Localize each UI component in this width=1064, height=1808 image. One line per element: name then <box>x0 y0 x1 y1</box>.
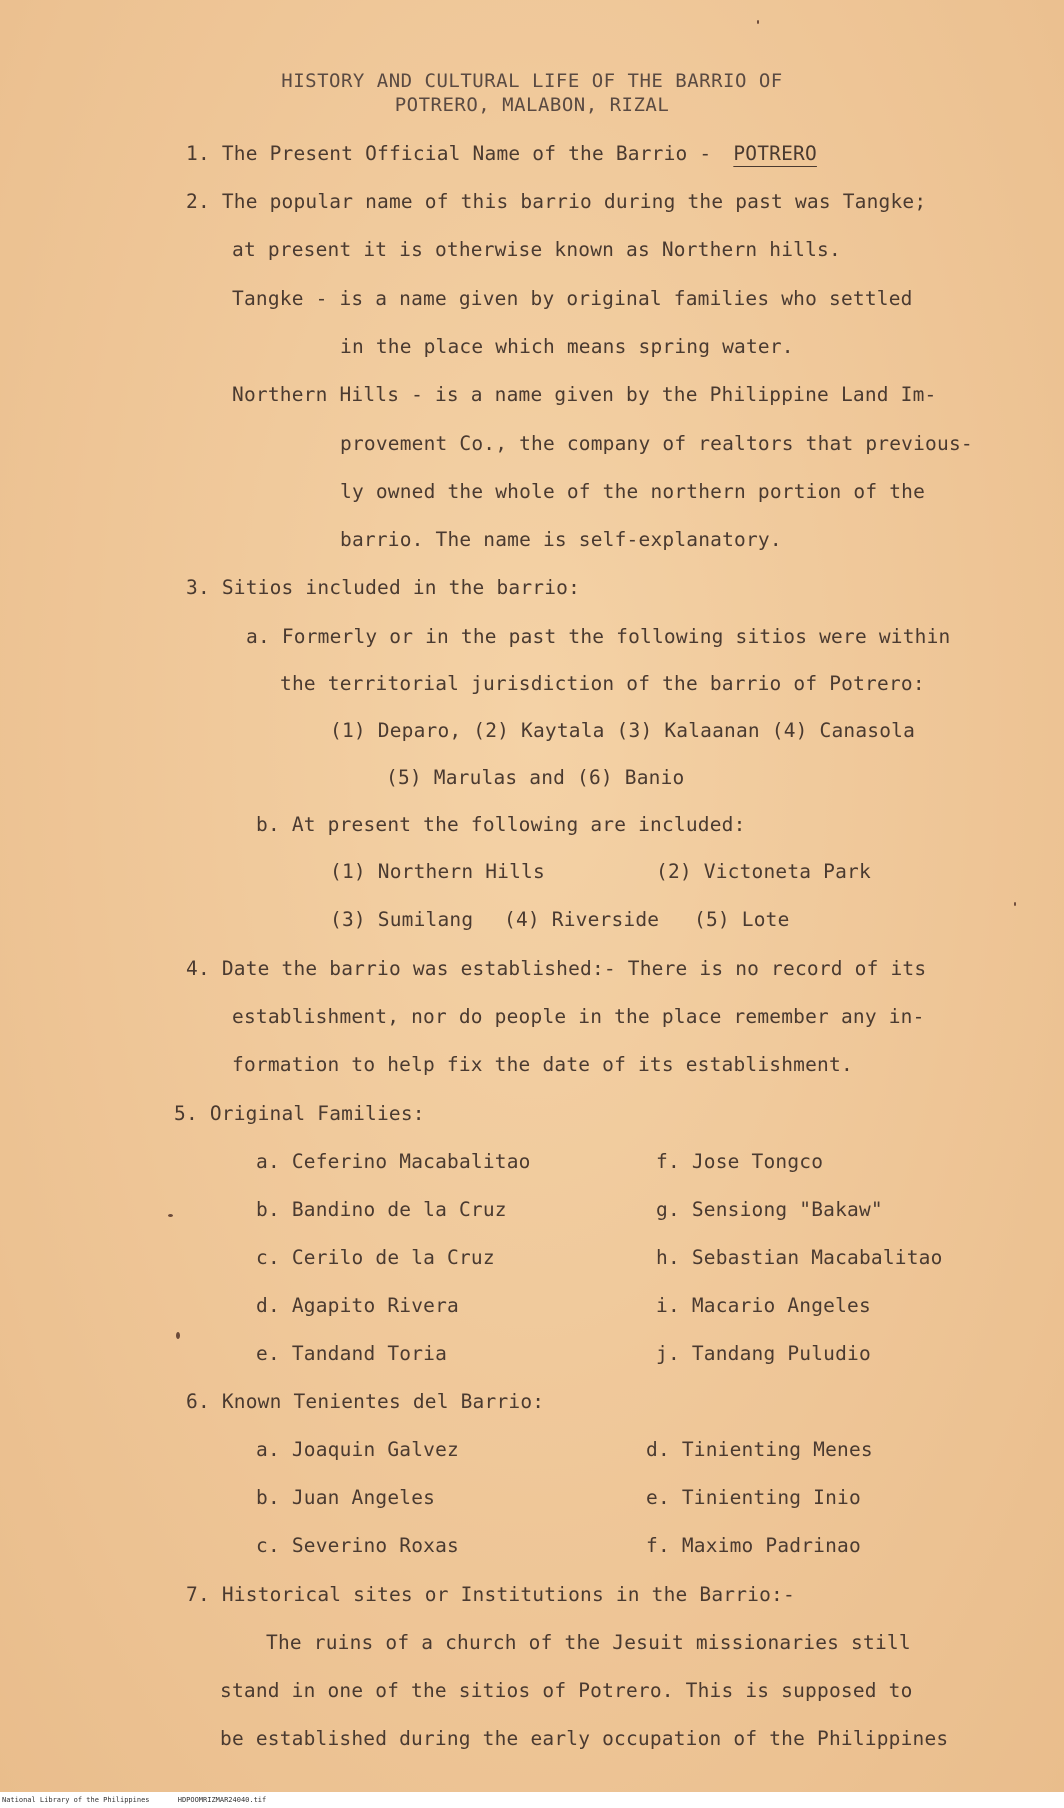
item3-a-line1: a. Formerly or in the past the following sitios were within <box>246 625 951 648</box>
item3-b-sitio-2: (2) Victoneta Park <box>656 860 871 883</box>
paper-speck <box>757 20 759 24</box>
family-right-5: j. Tandang Puludio <box>656 1342 871 1365</box>
item2-line4: in the place which means spring water. <box>340 335 794 358</box>
item2-line3: Tangke - is a name given by original families who settled <box>232 287 913 310</box>
item3-b-sitio-5: (5) Lote <box>694 908 790 931</box>
item3-b-sitio-4: (4) Riverside <box>504 908 660 931</box>
footer-file: HDPOOMRIZMAR24040.tif <box>177 1796 267 1804</box>
item3-a-line2: the territorial jurisdiction of the barrio of Potrero: <box>280 672 925 695</box>
archive-footer <box>0 1792 1064 1808</box>
family-left-4: d. Agapito Rivera <box>256 1294 459 1317</box>
item4-line2: establishment, nor do people in the place remember any in- <box>232 1005 925 1028</box>
item3-b-heading: b. At present the following are included: <box>256 813 746 836</box>
footer-source: National Library of the Philippines <box>2 1796 150 1804</box>
family-right-4: i. Macario Angeles <box>656 1294 871 1317</box>
family-right-2: g. Sensiong "Bakaw" <box>656 1198 883 1221</box>
item5-heading: 5. Original Families: <box>174 1102 425 1125</box>
item7-line1: The ruins of a church of the Jesuit missionaries still <box>266 1631 911 1654</box>
item7-line3: be established during the early occupation of the Philippines <box>220 1727 949 1750</box>
title-line-2: POTRERO, MALABON, RIZAL <box>394 94 670 116</box>
item3-a-line3: (1) Deparo, (2) Kaytala (3) Kalaanan (4) Canasola <box>330 719 916 742</box>
teniente-left-3: c. Severino Roxas <box>256 1534 459 1557</box>
teniente-left-2: b. Juan Angeles <box>256 1486 436 1509</box>
item3-b-sitio-1: (1) Northern Hills <box>330 860 545 883</box>
item2-line5: Northern Hills - is a name given by the Philippine Land Im- <box>232 383 937 406</box>
item6-heading: 6. Known Tenientes del Barrio: <box>186 1390 545 1413</box>
family-right-3: h. Sebastian Macabalitao <box>656 1246 943 1269</box>
item2-line7: ly owned the whole of the northern portion of the <box>340 480 926 503</box>
item2-line2: at present it is otherwise known as Northern hills. <box>232 238 841 261</box>
item4-line3: formation to help fix the date of its establishment. <box>232 1053 853 1076</box>
teniente-right-1: d. Tinienting Menes <box>646 1438 873 1461</box>
family-left-1: a. Ceferino Macabalitao <box>256 1150 531 1173</box>
teniente-right-3: f. Maximo Padrinao <box>646 1534 861 1557</box>
title-line-1: HISTORY AND CULTURAL LIFE OF THE BARRIO OF <box>281 70 783 92</box>
item1-label-text: 1. The Present Official Name of the Barrio - <box>186 142 712 165</box>
family-right-1: f. Jose Tongco <box>656 1150 824 1173</box>
item3-heading: 3. Sitios included in the barrio: <box>186 576 581 599</box>
paper-speck <box>168 1214 173 1217</box>
paper-speck <box>176 1332 180 1339</box>
item3-a-line4: (5) Marulas and (6) Banio <box>386 766 685 789</box>
item7-heading: 7. Historical sites or Institutions in the Barrio:- <box>186 1583 795 1606</box>
item4-line1: 4. Date the barrio was established:- There is no record of its <box>186 957 927 980</box>
paper-speck <box>1014 902 1016 906</box>
item2-line8: barrio. The name is self-explanatory. <box>340 528 782 551</box>
item3-b-sitio-3: (3) Sumilang <box>330 908 474 931</box>
family-left-3: c. Cerilo de la Cruz <box>256 1246 495 1269</box>
item2-line1: 2. The popular name of this barrio during the past was Tangke; <box>186 190 927 213</box>
family-left-2: b. Bandino de la Cruz <box>256 1198 507 1221</box>
item1-label <box>186 142 845 165</box>
family-left-5: e. Tandand Toria <box>256 1342 448 1365</box>
item2-line6: provement Co., the company of realtors that previous- <box>340 432 973 455</box>
barrio-official-name: POTRERO <box>733 142 817 165</box>
teniente-right-2: e. Tinienting Inio <box>646 1486 861 1509</box>
teniente-left-1: a. Joaquin Galvez <box>256 1438 459 1461</box>
item7-line2: stand in one of the sitios of Potrero. This is supposed to <box>220 1679 913 1702</box>
